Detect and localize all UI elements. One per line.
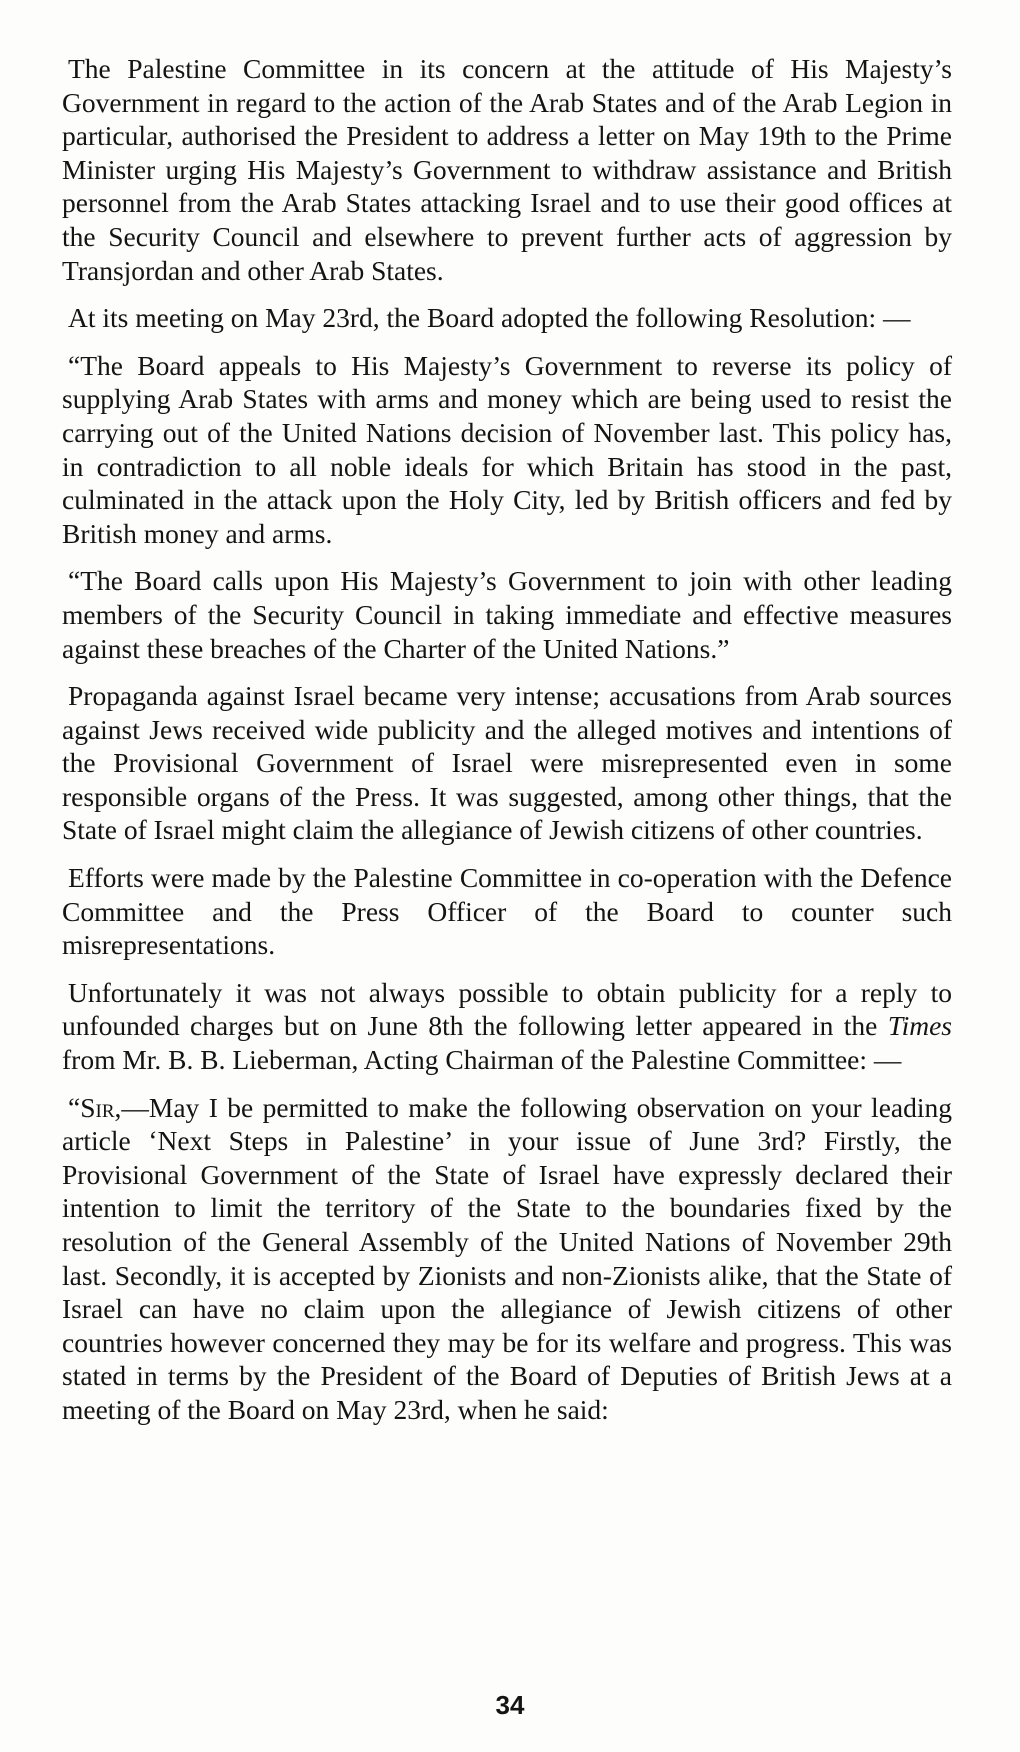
letter-body: ,—May I be permitted to make the following observation on your leading article ‘Next Steps in Palestine’ in your issue of June 3rd? Firstly, the Provisional Government of the State of Israel have expressly declared their intention to limit the territory of the State to the boundaries fixed by the resolution of the General Assembly of the United Nations of November 29th last. Secondly, it is accepted by Zionists and non-Zionists alike, that the State of Israel can have no claim upon the allegiance of Jewish citizens of other countries however concerned they may be for its welfare and progress. This was stated in terms by the President of the Board of Deputies of British Jews at a meeting of the Board on May 23rd, when he said:	[62, 1091, 952, 1425]
paragraph-resolution-part-2: “The Board calls upon His Majesty’s Government to join with other leading members of the Security Council in taking immediate and effective measures against these breaches of the Charter of the United Nations.”	[62, 565, 952, 664]
paragraph-efforts: Efforts were made by the Palestine Committee in co-operation with the Defence Committee and the Press Officer of the Board to counter such misrepresentations.	[62, 862, 952, 961]
times-newspaper-name: Times	[887, 1010, 952, 1042]
letter-salutation: Sir	[80, 1091, 115, 1123]
paragraph-propaganda: Propaganda against Israel became very intense; accusations from Arab sources against Jews received wide publicity and the alleged motives and intentions of the Provisional Government of Israel were misrepresented even in some responsible organs of the Press. It was suggested, among other things, that the State of Israel might claim the allegiance of Jewish citizens of other countries.	[62, 680, 952, 846]
page-number: 34	[495, 1690, 525, 1720]
body-text	[62, 52, 952, 1441]
letter-open-quote: “	[68, 1091, 81, 1123]
paragraph-board-meeting: At its meeting on May 23rd, the Board adopted the following Resolution: —	[68, 302, 911, 334]
paragraph-times-letter	[62, 976, 952, 1077]
paragraph-letter-text	[62, 1091, 952, 1427]
times-paragraph-after: from Mr. B. B. Lieberman, Acting Chairman of the Palestine Committee: —	[62, 1044, 902, 1076]
paragraph-resolution-part-1: “The Board appeals to His Majesty’s Government to reverse its policy of supplying Arab States with arms and money which are being used to resist the carrying out of the United Nations decision of November last. This policy has, in contradiction to all noble ideals for which Britain has stood in the past, culminated in the attack upon the Holy City, led by British officers and fed by British money and arms.	[62, 349, 952, 549]
times-paragraph-before: Unfortunately it was not always possible to obtain publicity for a reply to unfounded charges but on June 8th the following letter appeared in the	[62, 976, 952, 1042]
paragraph-committee-letter: The Palestine Committee in its concern at the attitude of His Majesty’s Government in regard to the action of the Arab States and of the Arab Legion in particular, authorised the President to address a letter on May 19th to the Prime Minister urging His Majesty’s Government to withdraw assistance and British personnel from the Arab States attacking Israel and to use their good offices at the Security Council and elsewhere to prevent further acts of aggression by Transjordan and other Arab States.	[62, 53, 952, 286]
